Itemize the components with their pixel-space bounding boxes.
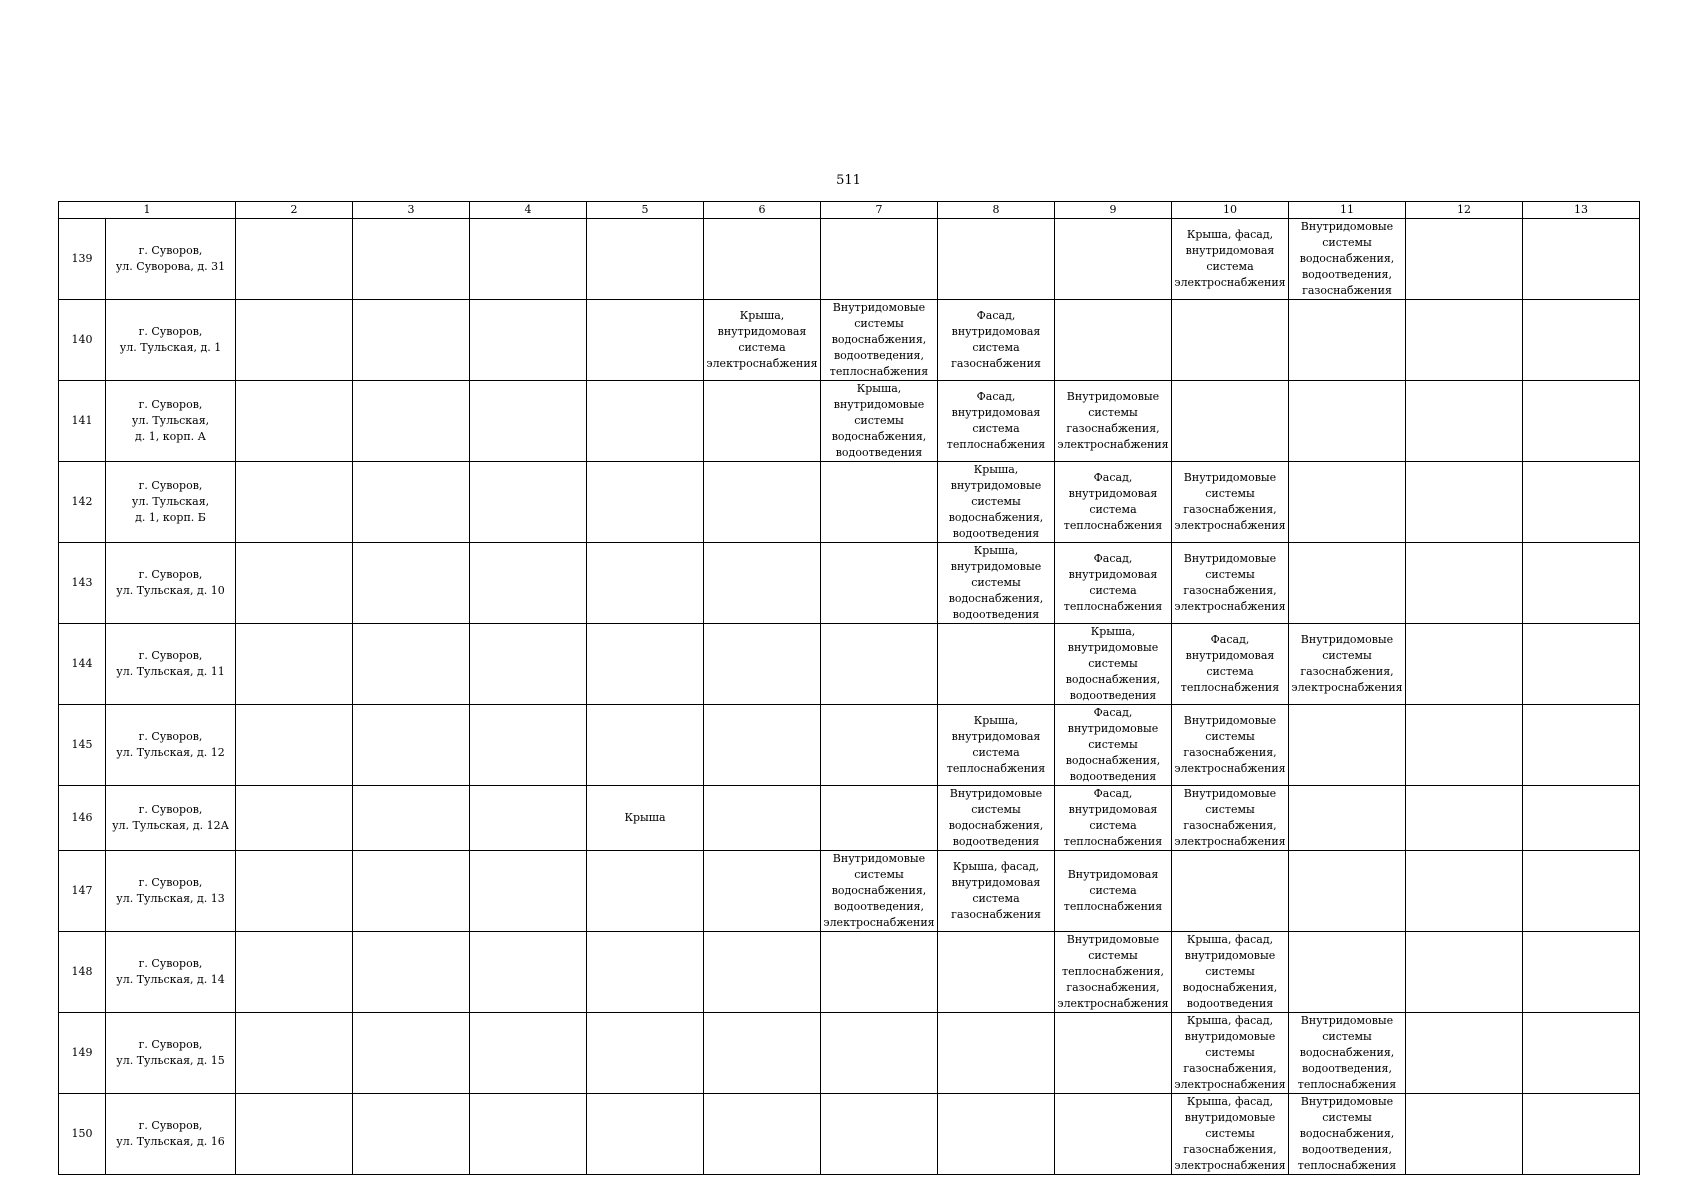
work-cell bbox=[587, 543, 704, 624]
work-cell bbox=[821, 543, 938, 624]
address-cell: г. Суворов, ул. Тульская, д. 1, корп. А bbox=[106, 381, 236, 462]
row-number: 142 bbox=[59, 462, 106, 543]
work-cell bbox=[1289, 462, 1406, 543]
table-body bbox=[59, 202, 1640, 1175]
address-cell: г. Суворов, ул. Тульская, д. 11 bbox=[106, 624, 236, 705]
work-cell bbox=[1406, 381, 1523, 462]
work-cell: Фасад, внутридомовая система теплоснабжения bbox=[1172, 624, 1289, 705]
work-cell bbox=[1406, 1013, 1523, 1094]
work-cell bbox=[704, 381, 821, 462]
column-header: 3 bbox=[353, 202, 470, 219]
row-number: 146 bbox=[59, 786, 106, 851]
work-cell bbox=[1172, 300, 1289, 381]
column-header: 5 bbox=[587, 202, 704, 219]
work-cell bbox=[1289, 851, 1406, 932]
column-header: 12 bbox=[1406, 202, 1523, 219]
work-cell: Фасад, внутридомовые системы водоснабжения, водоотведения bbox=[1055, 705, 1172, 786]
work-cell bbox=[470, 462, 587, 543]
column-header: 1 bbox=[59, 202, 236, 219]
work-cell: Внутридомовые системы водоснабжения, водоотведения, газоснабжения bbox=[1289, 219, 1406, 300]
work-cell bbox=[587, 932, 704, 1013]
work-cell: Крыша, фасад, внутридомовые системы газоснабжения, электроснабжения bbox=[1172, 1094, 1289, 1175]
column-header: 10 bbox=[1172, 202, 1289, 219]
work-cell bbox=[1289, 932, 1406, 1013]
work-cell bbox=[1523, 300, 1640, 381]
work-cell bbox=[821, 462, 938, 543]
work-cell bbox=[1523, 786, 1640, 851]
work-cell bbox=[236, 624, 353, 705]
work-cell bbox=[704, 932, 821, 1013]
work-cell bbox=[704, 705, 821, 786]
work-cell bbox=[587, 624, 704, 705]
address-cell: г. Суворов, ул. Тульская, д. 1 bbox=[106, 300, 236, 381]
work-cell bbox=[353, 381, 470, 462]
work-cell: Внутридомовая система теплоснабжения bbox=[1055, 851, 1172, 932]
work-cell bbox=[1523, 932, 1640, 1013]
work-cell: Крыша, внутридомовые системы водоснабжения, водоотведения bbox=[938, 543, 1055, 624]
work-cell bbox=[353, 462, 470, 543]
work-cell: Крыша, внутридомовые системы водоснабжения, водоотведения bbox=[1055, 624, 1172, 705]
work-cell bbox=[470, 219, 587, 300]
work-cell bbox=[1289, 381, 1406, 462]
column-header: 13 bbox=[1523, 202, 1640, 219]
work-cell bbox=[704, 1094, 821, 1175]
row-number: 140 bbox=[59, 300, 106, 381]
work-cell bbox=[353, 624, 470, 705]
work-cell bbox=[821, 786, 938, 851]
work-cell bbox=[1523, 462, 1640, 543]
work-cell bbox=[470, 932, 587, 1013]
address-cell: г. Суворов, ул. Тульская, д. 14 bbox=[106, 932, 236, 1013]
work-cell bbox=[470, 786, 587, 851]
work-cell: Внутридомовые системы газоснабжения, электроснабжения bbox=[1289, 624, 1406, 705]
work-cell: Фасад, внутридомовая система теплоснабжения bbox=[1055, 462, 1172, 543]
work-cell bbox=[470, 543, 587, 624]
work-cell bbox=[938, 1013, 1055, 1094]
work-cell bbox=[1523, 1013, 1640, 1094]
work-cell bbox=[938, 1094, 1055, 1175]
work-cell bbox=[1055, 300, 1172, 381]
work-cell: Крыша, фасад, внутридомовая система газоснабжения bbox=[938, 851, 1055, 932]
address-cell: г. Суворов, ул. Тульская, д. 16 bbox=[106, 1094, 236, 1175]
row-number: 143 bbox=[59, 543, 106, 624]
work-cell bbox=[1523, 851, 1640, 932]
work-cell: Внутридомовые системы водоснабжения, водоотведения, теплоснабжения bbox=[821, 300, 938, 381]
address-cell: г. Суворов, ул. Тульская, д. 15 bbox=[106, 1013, 236, 1094]
work-cell bbox=[1289, 705, 1406, 786]
work-cell bbox=[1406, 543, 1523, 624]
work-cell bbox=[353, 705, 470, 786]
work-cell bbox=[236, 932, 353, 1013]
work-cell bbox=[1289, 543, 1406, 624]
work-cell bbox=[821, 1094, 938, 1175]
work-cell bbox=[236, 219, 353, 300]
table-row bbox=[59, 1094, 1640, 1175]
work-cell bbox=[236, 543, 353, 624]
work-cell bbox=[938, 932, 1055, 1013]
work-cell: Крыша, внутридомовые системы водоснабжения, водоотведения bbox=[821, 381, 938, 462]
column-number-header-row bbox=[59, 202, 1640, 219]
work-cell bbox=[236, 1094, 353, 1175]
work-cell bbox=[938, 219, 1055, 300]
table-row bbox=[59, 932, 1640, 1013]
work-cell bbox=[821, 1013, 938, 1094]
work-cell bbox=[236, 851, 353, 932]
work-cell bbox=[1523, 705, 1640, 786]
column-header: 11 bbox=[1289, 202, 1406, 219]
work-cell bbox=[1055, 1094, 1172, 1175]
column-header: 2 bbox=[236, 202, 353, 219]
work-cell bbox=[704, 219, 821, 300]
work-cell bbox=[938, 624, 1055, 705]
address-cell: г. Суворов, ул. Тульская, д. 12 bbox=[106, 705, 236, 786]
work-cell bbox=[470, 381, 587, 462]
column-header: 7 bbox=[821, 202, 938, 219]
work-cell bbox=[1523, 1094, 1640, 1175]
work-cell bbox=[1289, 786, 1406, 851]
work-cell: Внутридомовые системы водоснабжения, водоотведения bbox=[938, 786, 1055, 851]
work-cell bbox=[587, 219, 704, 300]
work-cell: Крыша, фасад, внутридомовая система электроснабжения bbox=[1172, 219, 1289, 300]
work-cell bbox=[1406, 932, 1523, 1013]
table-row bbox=[59, 462, 1640, 543]
work-cell bbox=[821, 624, 938, 705]
table-row bbox=[59, 705, 1640, 786]
column-header: 6 bbox=[704, 202, 821, 219]
work-cell bbox=[587, 851, 704, 932]
work-cell bbox=[821, 932, 938, 1013]
work-cell bbox=[1406, 219, 1523, 300]
work-cell bbox=[1289, 300, 1406, 381]
table-row bbox=[59, 786, 1640, 851]
work-cell bbox=[236, 786, 353, 851]
work-cell: Крыша, внутридомовые системы водоснабжения, водоотведения bbox=[938, 462, 1055, 543]
work-cell bbox=[470, 705, 587, 786]
address-cell: г. Суворов, ул. Тульская, д. 1, корп. Б bbox=[106, 462, 236, 543]
work-cell: Внутридомовые системы водоснабжения, водоотведения, теплоснабжения bbox=[1289, 1094, 1406, 1175]
work-cell bbox=[236, 1013, 353, 1094]
work-cell bbox=[1055, 1013, 1172, 1094]
work-cell bbox=[1406, 705, 1523, 786]
row-number: 147 bbox=[59, 851, 106, 932]
work-cell bbox=[704, 624, 821, 705]
work-cell: Крыша, внутридомовая система электроснабжения bbox=[704, 300, 821, 381]
table-row bbox=[59, 543, 1640, 624]
row-number: 144 bbox=[59, 624, 106, 705]
address-cell: г. Суворов, ул. Тульская, д. 10 bbox=[106, 543, 236, 624]
work-cell bbox=[1406, 851, 1523, 932]
work-cell bbox=[704, 851, 821, 932]
work-cell bbox=[1523, 543, 1640, 624]
row-number: 149 bbox=[59, 1013, 106, 1094]
work-cell bbox=[236, 381, 353, 462]
work-cell bbox=[1523, 624, 1640, 705]
work-cell bbox=[353, 300, 470, 381]
row-number: 150 bbox=[59, 1094, 106, 1175]
address-cell: г. Суворов, ул. Тульская, д. 12А bbox=[106, 786, 236, 851]
address-cell: г. Суворов, ул. Суворова, д. 31 bbox=[106, 219, 236, 300]
work-cell bbox=[704, 543, 821, 624]
work-cell bbox=[587, 381, 704, 462]
work-cell bbox=[1406, 1094, 1523, 1175]
work-cell: Фасад, внутридомовая система теплоснабжения bbox=[1055, 786, 1172, 851]
work-cell: Крыша, фасад, внутридомовые системы водоснабжения, водоотведения bbox=[1172, 932, 1289, 1013]
work-cell: Внутридомовые системы водоснабжения, водоотведения, электроснабжения bbox=[821, 851, 938, 932]
work-cell: Крыша bbox=[587, 786, 704, 851]
column-header: 8 bbox=[938, 202, 1055, 219]
work-cell bbox=[236, 462, 353, 543]
work-cell bbox=[1406, 786, 1523, 851]
row-number: 145 bbox=[59, 705, 106, 786]
table-row bbox=[59, 1013, 1640, 1094]
work-cell: Внутридомовые системы газоснабжения, электроснабжения bbox=[1172, 786, 1289, 851]
work-cell: Крыша, внутридомовая система теплоснабжения bbox=[938, 705, 1055, 786]
page-number: 511 bbox=[836, 173, 861, 188]
work-cell bbox=[470, 624, 587, 705]
work-cell bbox=[1172, 381, 1289, 462]
work-cell bbox=[587, 300, 704, 381]
row-number: 139 bbox=[59, 219, 106, 300]
work-cell bbox=[587, 462, 704, 543]
work-cell bbox=[353, 543, 470, 624]
work-cell: Фасад, внутридомовая система газоснабжения bbox=[938, 300, 1055, 381]
work-cell bbox=[353, 1013, 470, 1094]
work-cell bbox=[470, 1013, 587, 1094]
work-cell bbox=[236, 300, 353, 381]
work-cell bbox=[704, 1013, 821, 1094]
work-cell bbox=[587, 705, 704, 786]
work-cell bbox=[353, 851, 470, 932]
work-cell bbox=[704, 462, 821, 543]
column-header: 4 bbox=[470, 202, 587, 219]
work-cell bbox=[1523, 381, 1640, 462]
work-cell bbox=[1055, 219, 1172, 300]
work-cell bbox=[353, 932, 470, 1013]
work-cell bbox=[353, 219, 470, 300]
repair-schedule-table bbox=[58, 201, 1640, 1175]
table-row bbox=[59, 624, 1640, 705]
work-cell: Фасад, внутридомовая система теплоснабжения bbox=[1055, 543, 1172, 624]
work-cell bbox=[236, 705, 353, 786]
work-cell bbox=[1406, 300, 1523, 381]
work-cell bbox=[470, 1094, 587, 1175]
work-cell bbox=[470, 300, 587, 381]
row-number: 148 bbox=[59, 932, 106, 1013]
work-cell bbox=[1172, 851, 1289, 932]
table-row bbox=[59, 381, 1640, 462]
column-header: 9 bbox=[1055, 202, 1172, 219]
work-cell bbox=[587, 1094, 704, 1175]
work-cell: Внутридомовые системы газоснабжения, электроснабжения bbox=[1055, 381, 1172, 462]
work-cell: Фасад, внутридомовая система теплоснабжения bbox=[938, 381, 1055, 462]
work-cell bbox=[470, 851, 587, 932]
work-cell: Внутридомовые системы газоснабжения, электроснабжения bbox=[1172, 705, 1289, 786]
work-cell bbox=[353, 1094, 470, 1175]
work-cell bbox=[704, 786, 821, 851]
table-row bbox=[59, 300, 1640, 381]
work-cell: Внутридомовые системы теплоснабжения, газоснабжения, электроснабжения bbox=[1055, 932, 1172, 1013]
work-cell bbox=[1523, 219, 1640, 300]
work-cell: Внутридомовые системы газоснабжения, электроснабжения bbox=[1172, 543, 1289, 624]
work-cell bbox=[1406, 462, 1523, 543]
work-cell bbox=[821, 705, 938, 786]
row-number: 141 bbox=[59, 381, 106, 462]
work-cell: Крыша, фасад, внутридомовые системы газоснабжения, электроснабжения bbox=[1172, 1013, 1289, 1094]
work-cell bbox=[1406, 624, 1523, 705]
table-row bbox=[59, 851, 1640, 932]
work-cell bbox=[821, 219, 938, 300]
work-cell bbox=[587, 1013, 704, 1094]
work-cell bbox=[353, 786, 470, 851]
work-cell: Внутридомовые системы газоснабжения, электроснабжения bbox=[1172, 462, 1289, 543]
table-row bbox=[59, 219, 1640, 300]
address-cell: г. Суворов, ул. Тульская, д. 13 bbox=[106, 851, 236, 932]
work-cell: Внутридомовые системы водоснабжения, водоотведения, теплоснабжения bbox=[1289, 1013, 1406, 1094]
